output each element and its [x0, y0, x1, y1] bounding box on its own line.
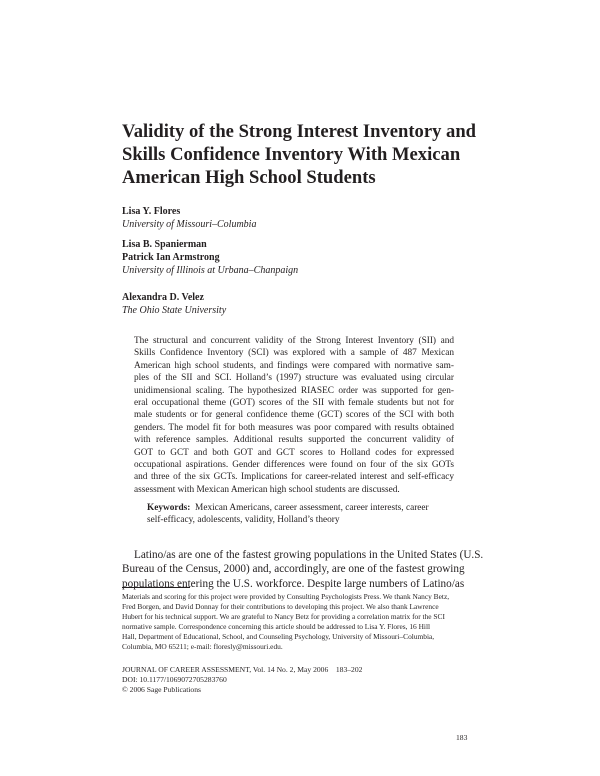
page-number: 183	[456, 733, 468, 742]
footnote-line: Hall, Department of Educational, School, and Counseling Psychology, University of Missouri–Columbia,	[122, 632, 435, 642]
journal-info	[122, 665, 462, 695]
author-name: Alexandra D. Velez	[122, 292, 204, 303]
footnote-line: Columbia, MO 65211; e-mail: floresly@missouri.edu.	[122, 642, 283, 652]
abstract-line: and three of the six GCTs. Implications for career-related interest and self-efficacy	[134, 472, 454, 483]
title-line: Skills Confidence Inventory With Mexican	[122, 144, 461, 165]
article-title	[122, 120, 522, 189]
keywords-line: self-efficacy, adolescents, validity, Holland’s theory	[147, 515, 340, 526]
body-line: Latino/as are one of the fastest growing populations in the United States (U.S.	[134, 549, 484, 561]
abstract-line: eral occupational theme (GOT) scores of the SII with female students but not for	[134, 398, 454, 409]
author-affiliation: University of Illinois at Urbana–Chanpaign	[122, 265, 299, 276]
keywords-line	[147, 502, 457, 514]
author-affiliation: University of Missouri–Columbia	[122, 219, 257, 230]
abstract-line: occupational aspirations. Gender differences were found on four of the six GOTs	[134, 460, 454, 471]
abstract-line: Skills Confidence Inventory (SCI) was explored with a sample of 487 Mexican	[134, 348, 454, 359]
body-paragraph	[122, 548, 484, 591]
abstract-line: unidimensional scaling. The hypothesized RIASEC order was supported for gen-	[134, 385, 454, 396]
abstract	[134, 335, 454, 496]
abstract-line: The structural and concurrent validity of the Strong Interest Inventory (SII) and	[134, 336, 454, 346]
footnote-line: Fred Borgen, and David Donnay for their contributions to developing this project. We also thank Lawrence	[122, 602, 439, 612]
journal-copyright: © 2006 Sage Publications	[122, 684, 201, 694]
journal-citation: JOURNAL OF CAREER ASSESSMENT, Vol. 14 No. 2, May 2006	[122, 665, 329, 674]
abstract-line: male students or for general confidence theme (GCT) scores of the SCI with both	[134, 410, 454, 421]
abstract-line: GOT to GCT and both GOT and GCT scores to Holland codes for expressed	[134, 447, 454, 458]
title-line: Validity of the Strong Interest Inventory and	[122, 121, 476, 142]
abstract-line: assessment with Mexican American high school students are discussed.	[134, 484, 400, 495]
footnote-line: normative sample. Correspondence concerning this article should be addressed to Lisa Y. Flores, 16 Hill	[122, 622, 431, 632]
journal-doi: DOI: 10.1177/1069072705283760	[122, 674, 227, 684]
footnote-line: Materials and scoring for this project were provided by Consulting Psychologists Press. We thank Nancy Betz,	[122, 592, 450, 601]
abstract-line: American high school students, and findings were compared with normative sam-	[134, 360, 454, 371]
keywords	[147, 502, 457, 527]
keywords-label: Keywords:	[147, 503, 191, 513]
body-line: Bureau of the Census, 2000) and, accordingly, are one of the fastest growing	[122, 563, 465, 576]
footnote	[122, 592, 468, 653]
abstract-line: genders. The model fit for both measures was poor compared with results obtained	[134, 422, 454, 433]
author-name: Patrick Ian Armstrong	[122, 252, 220, 263]
journal-citation-line	[122, 665, 462, 675]
abstract-line: ples of the SII and SCI. Holland’s (1997) structure was evaluated using circular	[134, 373, 454, 384]
author-name: Lisa Y. Flores	[122, 206, 181, 217]
footnote-divider	[122, 587, 190, 588]
journal-pages: 183–202	[335, 665, 363, 674]
title-line: American High School Students	[122, 167, 376, 188]
author-name: Lisa B. Spanierman	[122, 239, 207, 250]
keywords-text: Mexican Americans, career assessment, career interests, career	[195, 503, 429, 513]
abstract-line: with reference samples. Additional results supported the concurrent validity of	[134, 435, 454, 446]
body-line: populations entering the U.S. workforce. Despite large numbers of Latino/as	[122, 577, 465, 590]
author-affiliation: The Ohio State University	[122, 305, 227, 316]
footnote-line: Hubert for his technical support. We are grateful to Nancy Betz for providing a correlation matrix for the SCI	[122, 612, 445, 622]
